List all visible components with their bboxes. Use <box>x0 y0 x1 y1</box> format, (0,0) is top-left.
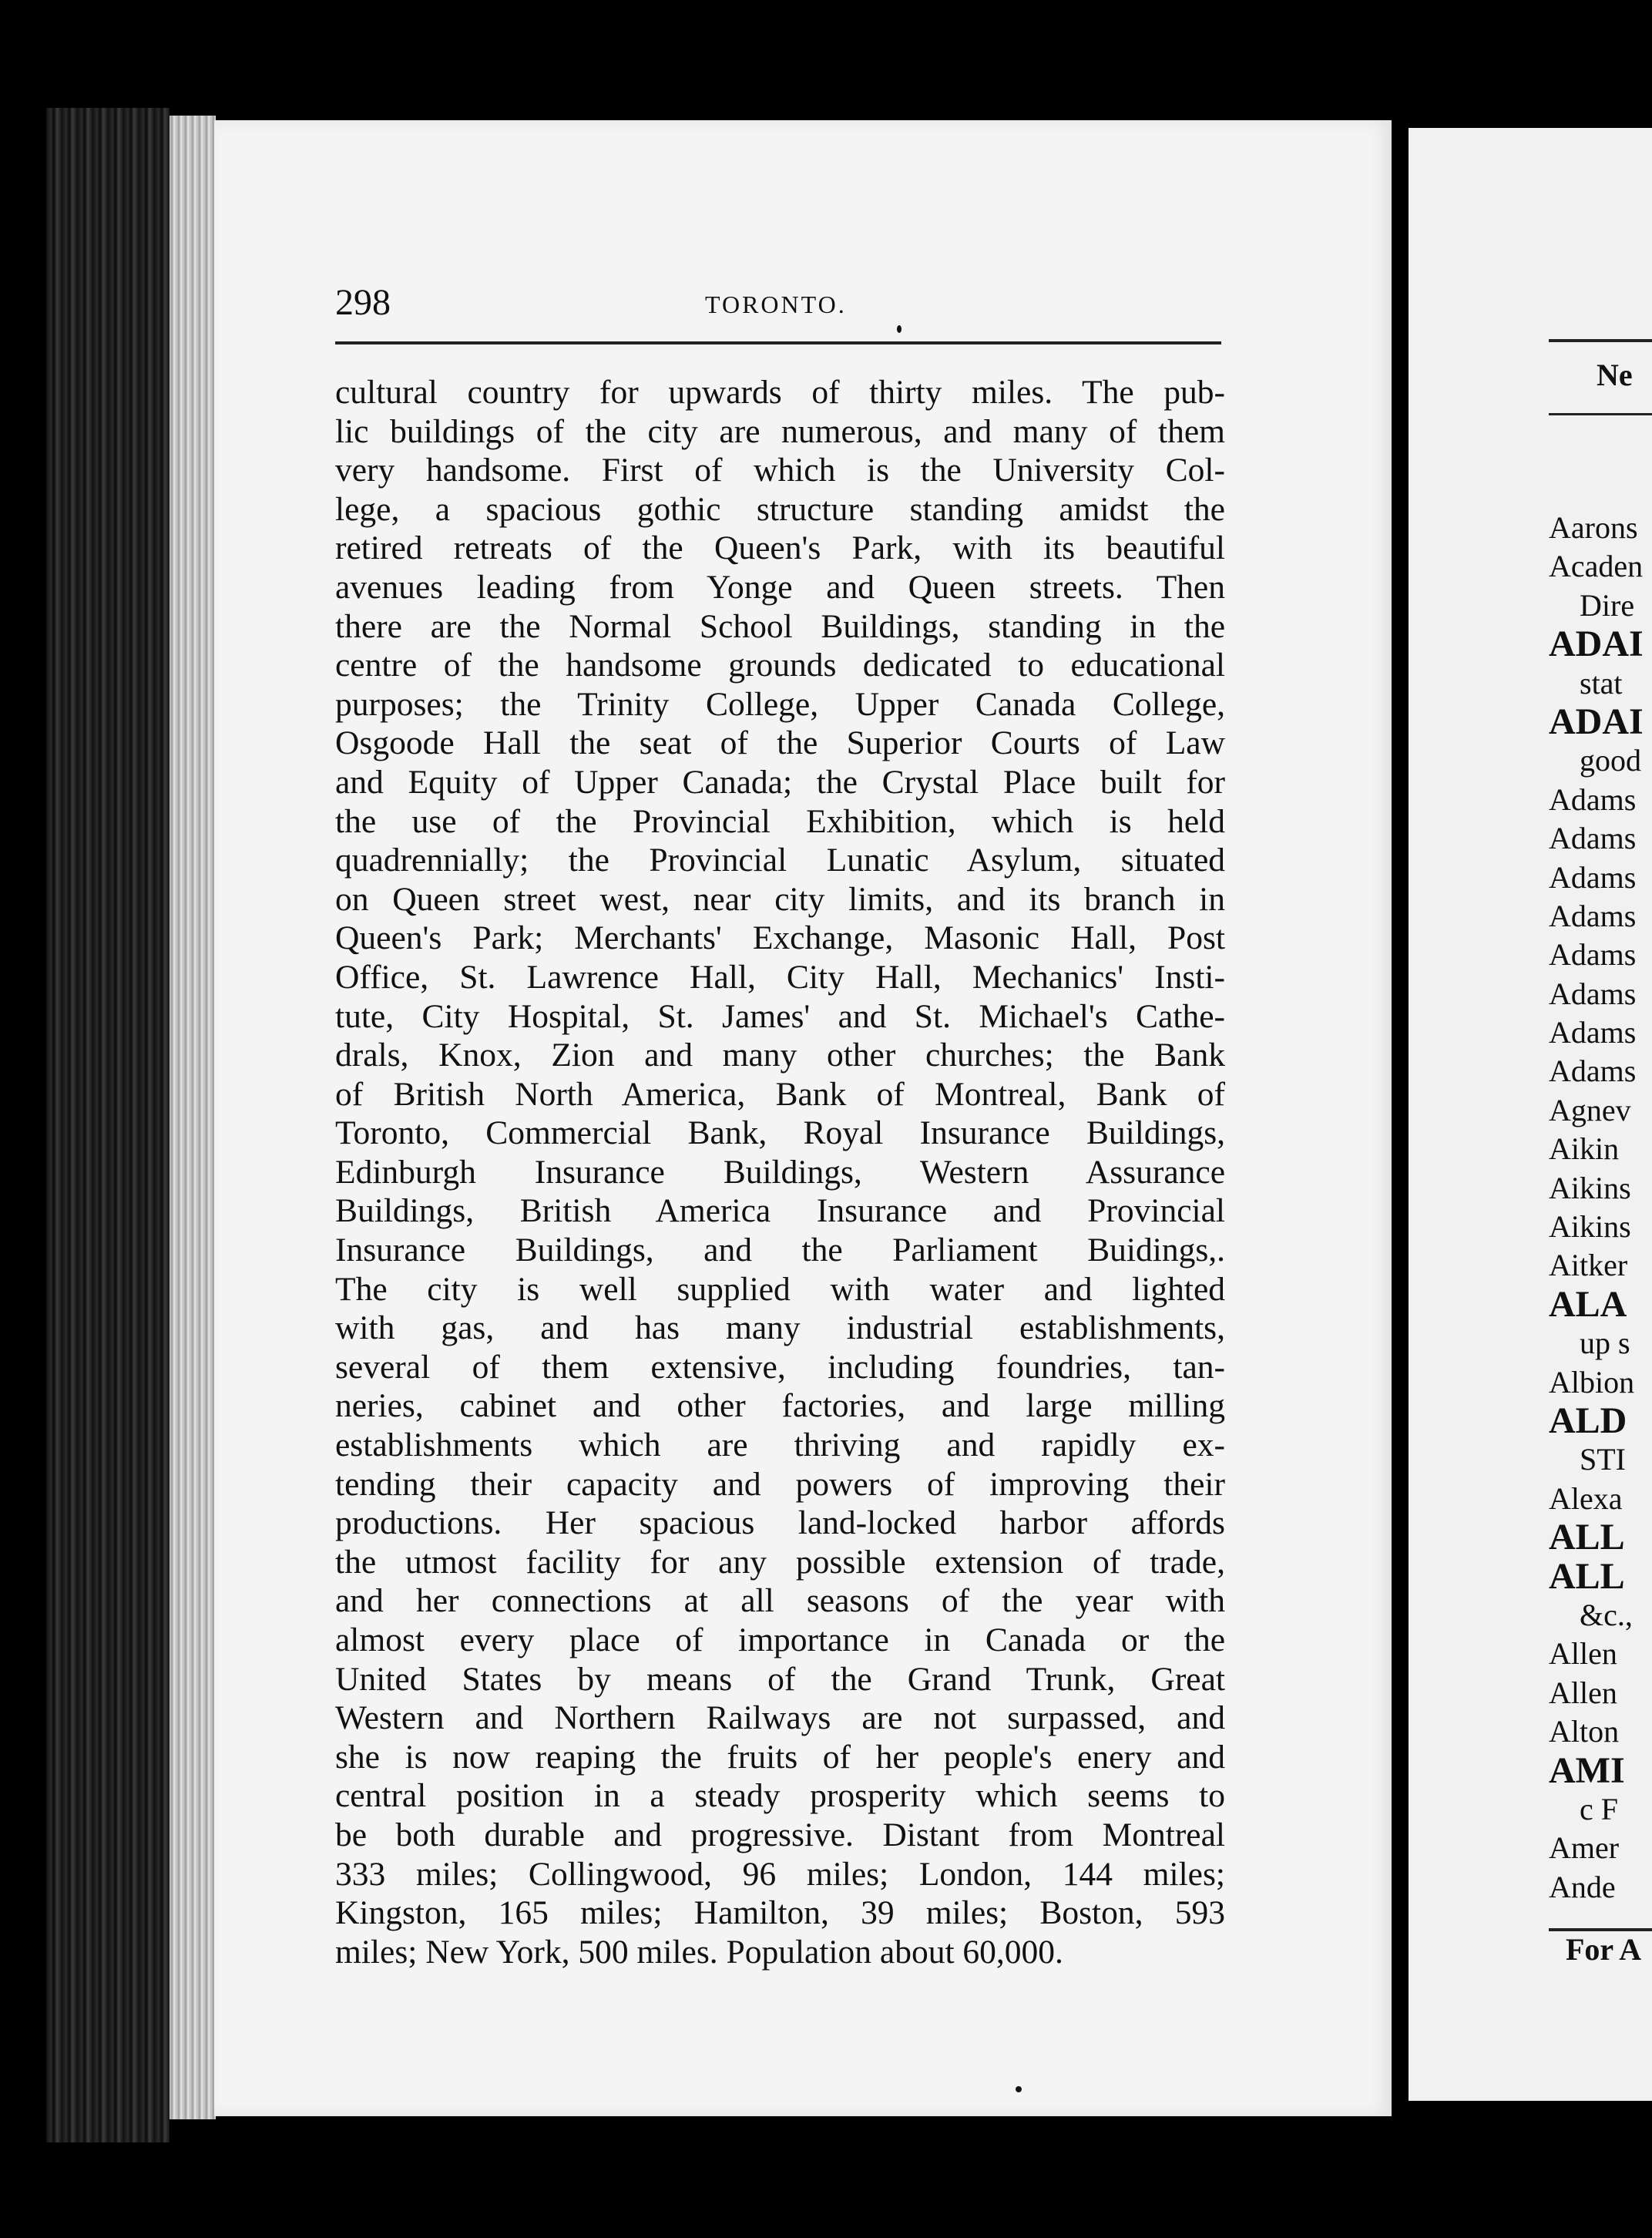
text-line: there are the Normal School Buildings, standing in the <box>335 607 1225 645</box>
text-line: quadrennially; the Provincial Lunatic Asylum, situated <box>335 842 1225 879</box>
directory-entry: up s <box>1580 1326 1630 1361</box>
text-line: Western and Northern Railways are not surpassed, and <box>335 1699 1225 1737</box>
text-line: Osgoode Hall the seat of the Superior Courts of Law <box>335 724 1225 762</box>
text-line: retired retreats of the Queen's Park, with its beautiful <box>335 529 1225 567</box>
directory-entry: ALL <box>1549 1518 1625 1558</box>
text-line: centre of the handsome grounds dedicated to educational <box>335 647 1225 684</box>
ink-speck <box>897 325 902 333</box>
text-line: Queen's Park; Merchants' Exchange, Masonic Hall, Post <box>335 919 1225 957</box>
text-line: Office, St. Lawrence Hall, City Hall, Mechanics' Insti- <box>335 958 1225 996</box>
text-line: United States by means of the Grand Trunk, Great <box>335 1660 1225 1698</box>
text-line: Insurance Buildings, and the Parliament Buidings,. <box>335 1232 1225 1269</box>
text-line: of British North America, Bank of Montreal, Bank of <box>335 1075 1225 1113</box>
right-subheader-rule <box>1549 413 1652 415</box>
text-line: Edinburgh Insurance Buildings, Western Assurance <box>335 1153 1225 1191</box>
directory-entry: Amer <box>1549 1830 1620 1866</box>
text-line: Buildings, British America Insurance and Provincial <box>335 1192 1225 1230</box>
text-line: tending their capacity and powers of improving their <box>335 1465 1225 1503</box>
directory-entry: AMI <box>1549 1751 1625 1790</box>
text-line: central position in a steady prosperity which seems to <box>335 1777 1225 1815</box>
book-spine <box>46 108 170 2142</box>
directory-entry: ALD <box>1549 1401 1627 1441</box>
running-head-title: TORONTO. <box>705 291 847 318</box>
text-line: miles; New York, 500 miles. Population about 60,000. <box>335 1933 1063 1971</box>
text-line: The city is well supplied with water and lighted <box>335 1270 1225 1308</box>
directory-entry: ALL <box>1549 1557 1625 1596</box>
directory-entry: Adams <box>1549 898 1637 933</box>
text-line: 333 miles; Collingwood, 96 miles; London, 144 miles; <box>335 1855 1225 1893</box>
directory-entry: good <box>1580 743 1641 778</box>
directory-entry: Adams <box>1549 937 1637 973</box>
directory-list <box>1549 509 1652 1907</box>
text-line: purposes; the Trinity College, Upper Canada College, <box>335 685 1225 723</box>
text-line: with gas, and has many industrial establishments, <box>335 1309 1225 1347</box>
text-line: productions. Her spacious land-locked harbor affords <box>335 1504 1225 1542</box>
directory-entry: c F <box>1580 1791 1618 1826</box>
directory-entry: stat <box>1580 665 1623 701</box>
text-line: very handsome. First of which is the University Col- <box>335 452 1225 489</box>
directory-entry: STI <box>1580 1442 1626 1477</box>
right-header-rule <box>1549 339 1652 342</box>
directory-entry: Allen <box>1549 1675 1617 1710</box>
text-line: on Queen street west, near city limits, and its branch in <box>335 880 1225 918</box>
text-line: almost every place of importance in Canada or the <box>335 1621 1225 1658</box>
right-page-footer: For A <box>1566 1932 1642 1967</box>
text-line: Toronto, Commercial Bank, Royal Insurance Buildings, <box>335 1114 1225 1152</box>
directory-entry: Aikin <box>1549 1131 1620 1167</box>
directory-entry: Ande <box>1549 1869 1616 1904</box>
text-line: drals, Knox, Zion and many other churches; the Bank <box>335 1037 1225 1074</box>
directory-entry: Albion <box>1549 1364 1635 1400</box>
running-head <box>335 281 1221 335</box>
directory-entry: Aarons <box>1549 510 1638 545</box>
body-text <box>335 373 1225 1971</box>
text-line: and her connections at all seasons of the year with <box>335 1582 1225 1620</box>
text-line: avenues leading from Yonge and Queen streets. Then <box>335 568 1225 606</box>
text-line: and Equity of Upper Canada; the Crystal Place built for <box>335 763 1225 801</box>
directory-entry: Alexa <box>1549 1480 1623 1516</box>
directory-entry: Aikins <box>1549 1209 1631 1245</box>
directory-entry: Aikins <box>1549 1170 1631 1205</box>
directory-entry: Adams <box>1549 1015 1637 1050</box>
directory-entry: ADAI <box>1549 702 1644 742</box>
directory-entry: ADAI <box>1549 625 1644 664</box>
text-line: the utmost facility for any possible extension of trade, <box>335 1543 1225 1581</box>
text-line: lic buildings of the city are numerous, and many of them <box>335 412 1225 450</box>
directory-entry: Alton <box>1549 1714 1620 1749</box>
directory-entry: Adams <box>1549 859 1637 895</box>
directory-entry: Agnev <box>1549 1092 1631 1127</box>
text-line: lege, a spacious gothic structure standing amidst the <box>335 490 1225 528</box>
directory-entry: Acaden <box>1549 549 1644 584</box>
directory-entry: Adams <box>1549 781 1637 817</box>
directory-entry: Adams <box>1549 976 1637 1011</box>
directory-entry: &c., <box>1580 1597 1633 1632</box>
page-number: 298 <box>335 282 391 323</box>
page-gutter <box>1392 108 1409 2127</box>
text-line: several of them extensive, including foundries, tan- <box>335 1348 1225 1386</box>
text-line: Kingston, 165 miles; Hamilton, 39 miles; Boston, 593 <box>335 1894 1225 1932</box>
text-line: the use of the Provincial Exhibition, which is held <box>335 802 1225 840</box>
directory-entry: ALA <box>1549 1285 1627 1325</box>
text-line: tute, City Hospital, St. James' and St. Michael's Cathe- <box>335 997 1225 1035</box>
text-line: cultural country for upwards of thirty miles. The pub- <box>335 374 1225 411</box>
directory-entry: Allen <box>1549 1636 1617 1672</box>
text-line: be both durable and progressive. Distant from Montreal <box>335 1816 1225 1853</box>
ink-speck <box>1016 2086 1022 2092</box>
header-rule <box>335 341 1221 344</box>
directory-entry: Adams <box>1549 821 1637 856</box>
page-edges <box>170 116 216 2119</box>
right-page-header: Ne <box>1597 358 1633 392</box>
text-line: establishments which are thriving and rapidly ex- <box>335 1426 1225 1464</box>
directory-entry: Adams <box>1549 1053 1637 1089</box>
text-line: she is now reaping the fruits of her people's enery and <box>335 1738 1225 1776</box>
directory-entry: Aitker <box>1549 1248 1628 1283</box>
text-line: neries, cabinet and other factories, and large milling <box>335 1387 1225 1425</box>
directory-entry: Dire <box>1580 587 1635 623</box>
